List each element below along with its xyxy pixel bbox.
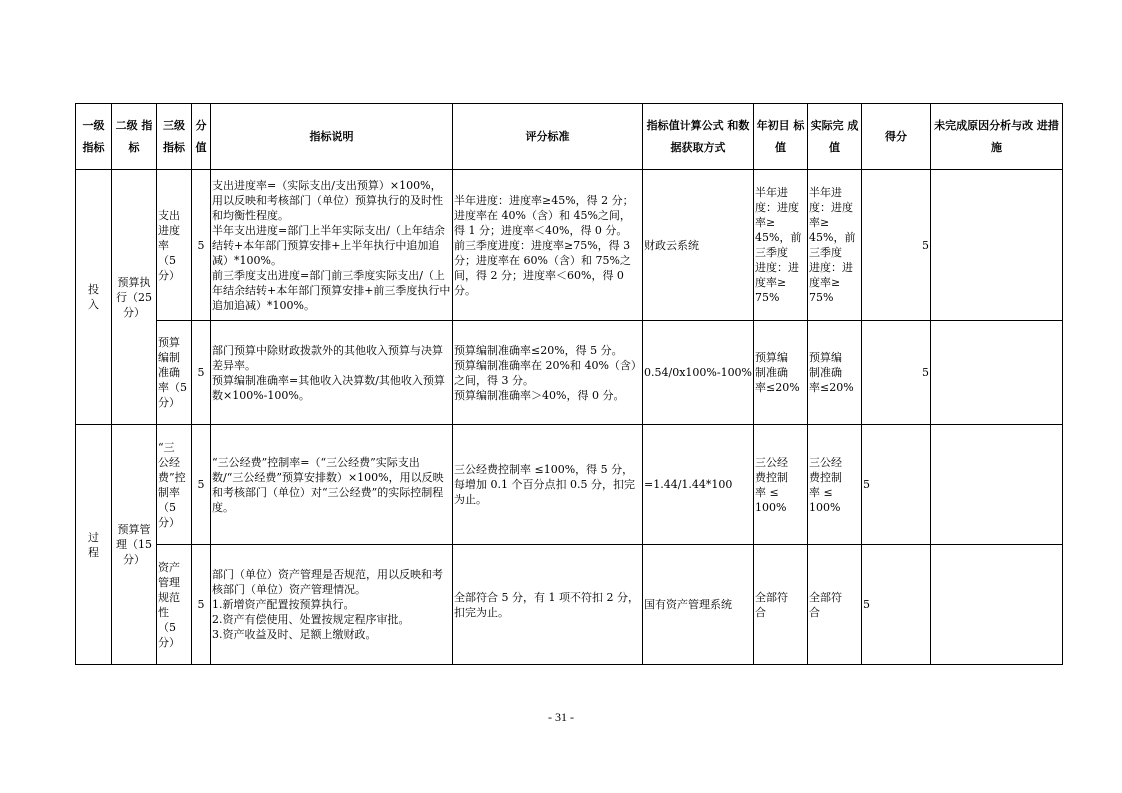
header-level1: 一级 指标 bbox=[76, 104, 112, 170]
header-initial-target: 年初目 标值 bbox=[754, 104, 808, 170]
initial-target-cell: 半年进 度：进度 率≥ 45%，前 三季度 进度：进 度率≥ 75% bbox=[754, 170, 808, 321]
score-cell: 5 bbox=[862, 170, 931, 321]
analysis-cell bbox=[931, 545, 1063, 665]
level1-cell: 投 入 bbox=[76, 170, 112, 425]
score-cell: 5 bbox=[862, 545, 931, 665]
formula-cell: 财政云系统 bbox=[643, 170, 754, 321]
value-cell: 5 bbox=[192, 170, 211, 321]
description-cell: 部门（单位）资产管理是否规范，用以反映和考核部门（单位）资产管理情况。 1.新增资产配置按预算执行。 2.资产有偿使用、处置按规定程序审批。 3.资产收益及时、足额上缴财政。 bbox=[211, 545, 453, 665]
header-analysis: 未完成原因分析与改 进措施 bbox=[931, 104, 1063, 170]
table-row bbox=[76, 425, 1063, 545]
level3-cell: “三 公经 费”控 制率 （5 分） bbox=[157, 425, 192, 545]
level2-cell: 预算执 行（25 分） bbox=[112, 170, 157, 425]
level3-cell: 预算 编制 准确 率（5 分） bbox=[157, 321, 192, 425]
analysis-cell bbox=[931, 170, 1063, 321]
formula-cell: =1.44/1.44*100 bbox=[643, 425, 754, 545]
formula-cell: 国有资产管理系统 bbox=[643, 545, 754, 665]
actual-cell: 预算编 制准确 率≤20% bbox=[808, 321, 862, 425]
level2-cell: 预算管 理（15 分） bbox=[112, 425, 157, 665]
criteria-cell: 全部符合 5 分，有 1 项不符扣 2 分，扣完为止。 bbox=[453, 545, 643, 665]
initial-target-cell: 三公经 费控制 率 ≤ 100% bbox=[754, 425, 808, 545]
level3-cell: 资产 管理 规范 性 （5 分） bbox=[157, 545, 192, 665]
header-row bbox=[76, 104, 1063, 170]
value-cell: 5 bbox=[192, 425, 211, 545]
header-level3: 三级 指标 bbox=[157, 104, 192, 170]
analysis-cell bbox=[931, 321, 1063, 425]
formula-cell: 0.54/0x100%-100% bbox=[643, 321, 754, 425]
criteria-cell: 半年进度：进度率≥45%，得 2 分；进度率在 40%（含）和 45%之间，得 1 分；进度率＜40%，得 0 分。 前三季度进度：进度率≥75%，得 3 分；进度率在 60%（含）和 75%之间，得 2 分；进度率＜60%，得 0 分。 bbox=[453, 170, 643, 321]
description-cell: “三公经费”控制率=（“三公经费”实际支出数/“三公经费”预算安排数）×100%，用以反映和考核部门（单位）对“三公经费”的实际控制程度。 bbox=[211, 425, 453, 545]
score-cell: 5 bbox=[862, 425, 931, 545]
page-number: - 31 - bbox=[548, 710, 574, 724]
analysis-cell bbox=[931, 425, 1063, 545]
table-row bbox=[76, 321, 1063, 425]
initial-target-cell: 全部符 合 bbox=[754, 545, 808, 665]
value-cell: 5 bbox=[192, 545, 211, 665]
level1-cell: 过 程 bbox=[76, 425, 112, 665]
header-formula: 指标值计算公式 和数据获取方式 bbox=[643, 104, 754, 170]
header-score-value: 分 值 bbox=[192, 104, 211, 170]
criteria-cell: 三公经费控制率 ≤100%，得 5 分，每增加 0.1 个百分点扣 0.5 分，扣完为止。 bbox=[453, 425, 643, 545]
performance-indicator-table bbox=[75, 103, 1063, 665]
description-cell: 部门预算中除财政拨款外的其他收入预算与决算差异率。 预算编制准确率=其他收入决算数/其他收入预算数×100%-100%。 bbox=[211, 321, 453, 425]
level3-cell: 支出 进度 率 （5 分） bbox=[157, 170, 192, 321]
header-actual: 实际完 成值 bbox=[808, 104, 862, 170]
description-cell: 支出进度率=（实际支出/支出预算）×100%，用以反映和考核部门（单位）预算执行的及时性和均衡性程度。 半年支出进度=部门上半年实际支出/（上年结余结转+本年部门预算安排+上半年执行中追加追减）*100%。 前三季度支出进度=部门前三季度实际支出/（上年结余结转+本年部门预算安排+前三季度执行中追加追减）*100%。 bbox=[211, 170, 453, 321]
actual-cell: 半年进 度：进度 率≥ 45%，前 三季度 进度：进 度率≥ 75% bbox=[808, 170, 862, 321]
value-cell: 5 bbox=[192, 321, 211, 425]
actual-cell: 全部符 合 bbox=[808, 545, 862, 665]
table-row bbox=[76, 170, 1063, 321]
table-row bbox=[76, 545, 1063, 665]
score-cell: 5 bbox=[862, 321, 931, 425]
actual-cell: 三公经 费控制 率 ≤ 100% bbox=[808, 425, 862, 545]
criteria-cell: 预算编制准确率≤20%，得 5 分。 预算编制准确率在 20%和 40%（含）之间，得 3 分。 预算编制准确率＞40%，得 0 分。 bbox=[453, 321, 643, 425]
header-level2: 二级 指标 bbox=[112, 104, 157, 170]
header-criteria: 评分标准 bbox=[453, 104, 643, 170]
header-score: 得分 bbox=[862, 104, 931, 170]
initial-target-cell: 预算编 制准确 率≤20% bbox=[754, 321, 808, 425]
header-description: 指标说明 bbox=[211, 104, 453, 170]
